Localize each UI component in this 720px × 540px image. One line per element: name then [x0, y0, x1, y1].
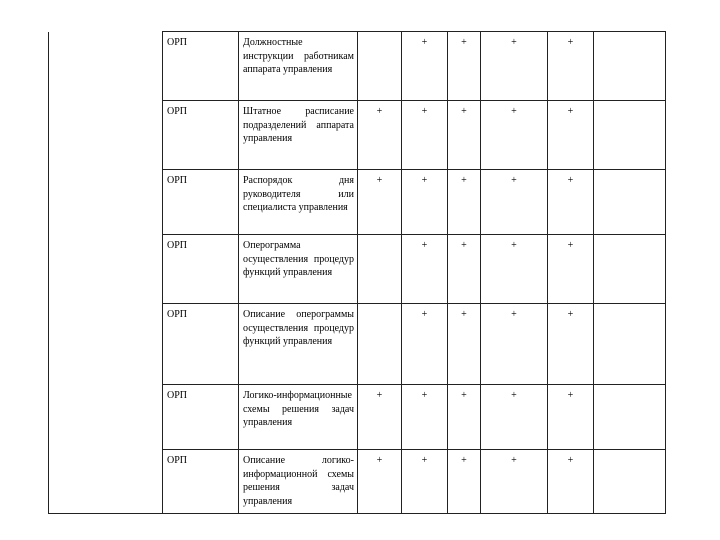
row-mark-cell: +	[402, 32, 448, 101]
row-description-cell: Логико-информационные схемы решения задач управления	[239, 385, 358, 450]
row-mark-cell: +	[548, 170, 594, 235]
row-description-cell: Описание оперограммы осуществления процедур функций управления	[239, 304, 358, 385]
row-mark-cell: +	[548, 235, 594, 304]
row-mark-cell: +	[448, 304, 481, 385]
row-mark-cell	[594, 101, 666, 170]
row-description-cell: Распорядок дня руководителя или специалиста управления	[239, 170, 358, 235]
row-mark-cell: +	[481, 101, 548, 170]
row-mark-cell: +	[358, 101, 402, 170]
row-code-cell: ОРП	[163, 101, 239, 170]
row-mark-cell: +	[548, 385, 594, 450]
row-code-cell: ОРП	[163, 32, 239, 101]
row-mark-cell: +	[481, 450, 548, 514]
row-spacer-cell	[49, 304, 163, 385]
row-mark-cell	[594, 304, 666, 385]
row-mark-cell: +	[448, 450, 481, 514]
row-mark-cell	[358, 304, 402, 385]
row-mark-cell: +	[448, 385, 481, 450]
table-row	[49, 385, 666, 450]
row-spacer-cell	[49, 385, 163, 450]
row-description-cell: Описание логико-информационной схемы решения задач управления	[239, 450, 358, 514]
row-mark-cell: +	[358, 450, 402, 514]
row-mark-cell: +	[358, 385, 402, 450]
row-code-cell: ОРП	[163, 385, 239, 450]
table-row	[49, 235, 666, 304]
row-mark-cell: +	[448, 235, 481, 304]
row-mark-cell: +	[358, 170, 402, 235]
row-mark-cell	[358, 235, 402, 304]
row-mark-cell: +	[548, 304, 594, 385]
row-mark-cell: +	[448, 101, 481, 170]
row-mark-cell: +	[402, 385, 448, 450]
row-description-cell: Оперограмма осуществления процедур функций управления	[239, 235, 358, 304]
row-mark-cell	[594, 170, 666, 235]
table-body	[49, 32, 666, 514]
row-mark-cell: +	[481, 235, 548, 304]
row-code-cell: ОРП	[163, 235, 239, 304]
row-mark-cell: +	[448, 170, 481, 235]
row-mark-cell: +	[402, 101, 448, 170]
row-mark-cell	[594, 385, 666, 450]
table-row	[49, 32, 666, 101]
row-mark-cell: +	[481, 32, 548, 101]
document-table	[48, 31, 666, 514]
row-mark-cell: +	[481, 170, 548, 235]
table-row	[49, 170, 666, 235]
row-code-cell: ОРП	[163, 304, 239, 385]
table-row	[49, 101, 666, 170]
row-spacer-cell	[49, 170, 163, 235]
row-mark-cell: +	[548, 32, 594, 101]
row-mark-cell: +	[481, 304, 548, 385]
row-mark-cell: +	[402, 304, 448, 385]
row-spacer-cell	[49, 235, 163, 304]
row-mark-cell	[594, 235, 666, 304]
table-row	[49, 304, 666, 385]
row-code-cell: ОРП	[163, 450, 239, 514]
row-mark-cell	[358, 32, 402, 101]
row-mark-cell	[594, 32, 666, 101]
row-description-cell: Штатное расписание подразделений аппарата управления	[239, 101, 358, 170]
row-mark-cell: +	[402, 235, 448, 304]
row-spacer-cell	[49, 450, 163, 514]
row-mark-cell: +	[481, 385, 548, 450]
row-spacer-cell	[49, 101, 163, 170]
row-mark-cell: +	[448, 32, 481, 101]
row-mark-cell: +	[402, 170, 448, 235]
row-spacer-cell	[49, 32, 163, 101]
row-mark-cell: +	[548, 450, 594, 514]
row-mark-cell: +	[402, 450, 448, 514]
row-mark-cell	[594, 450, 666, 514]
row-code-cell: ОРП	[163, 170, 239, 235]
row-description-cell: Должностные инструкции работникам аппарата управления	[239, 32, 358, 101]
row-mark-cell: +	[548, 101, 594, 170]
table-row	[49, 450, 666, 514]
